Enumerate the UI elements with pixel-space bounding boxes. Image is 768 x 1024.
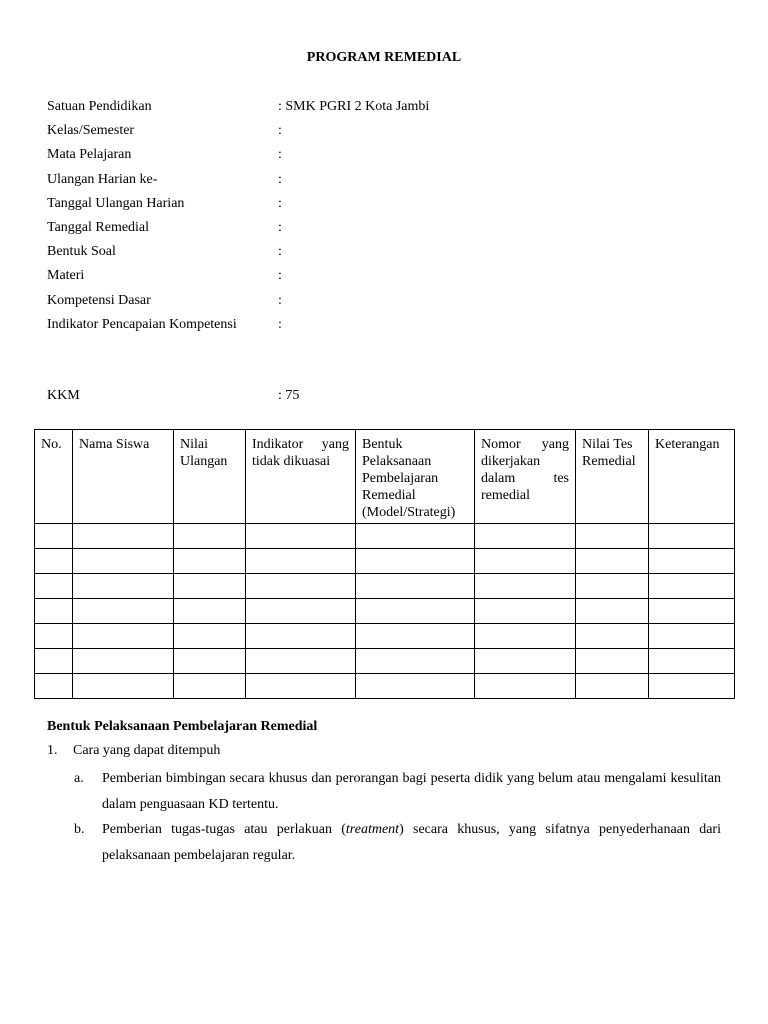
sub-item-text: Pemberian bimbingan secara khusus dan perorangan bagi peserta didik yang belum atau mengalami kesulitan dalam penguasaan KD tertentu. [102,771,721,812]
section-heading: Bentuk Pelaksanaan Pembelajaran Remedial [47,719,318,734]
list-item-text: Cara yang dapat ditempuh [73,743,221,758]
info-value: : [278,244,282,260]
info-row-materi [47,267,727,291]
info-value: : [278,171,282,187]
table-row [35,549,735,574]
sub-item-text-after: ) secara khusus, yang sifatnya penyederhanaan dari pelaksanaan pembelajaran regular. [102,822,721,863]
header-indikator: Indikator yang tidak dikuasai [246,430,356,524]
remedial-section [47,717,721,868]
info-value: : [278,123,282,139]
sub-item-text [102,817,721,868]
header-no: No. [35,430,73,524]
sub-item-b [47,817,721,868]
info-value: : SMK PGRI 2 Kota Jambi [278,99,430,114]
table-row [35,524,735,549]
info-row-tanggal-remedial [47,219,727,243]
table-row [35,624,735,649]
header-nilai-ulangan: Nilai Ulangan [174,430,246,524]
remedial-table [34,429,735,699]
info-value: : [278,219,282,235]
header-bentuk-pelaksanaan: Bentuk Pelaksanaan Pembelajaran Remedial (Model/Strategi) [356,430,475,524]
header-keterangan: Keterangan [649,430,735,524]
kkm-label: KKM [47,388,80,403]
kkm-value: : 75 [278,388,300,403]
info-row-bentuk-soal [47,243,727,267]
info-label: Kelas/Semester [47,123,135,139]
info-value: : [278,316,282,332]
table-header-row [35,430,735,524]
info-block [47,98,727,340]
info-row-mata-pelajaran [47,146,727,170]
info-label: Tanggal Ulangan Harian [47,195,185,211]
info-label: Tanggal Remedial [47,219,150,235]
header-nama-siswa: Nama Siswa [73,430,174,524]
info-row-kelas-semester [47,122,727,146]
info-row-ulangan-harian [47,171,727,195]
table-row [35,599,735,624]
sub-item-a [47,766,721,817]
list-item [47,741,721,766]
info-label: Materi [47,268,85,284]
info-label: Bentuk Soal [47,244,116,260]
sub-item-italic-term: treatment [345,822,400,837]
table-row [35,674,735,699]
info-label: Indikator Pencapaian Kompetensi [47,316,237,332]
list-number: 1. [47,743,58,758]
table-row [35,649,735,674]
info-label: Satuan Pendidikan [47,99,152,114]
info-row-indikator [47,316,727,340]
info-value: : [278,268,282,284]
info-label: Ulangan Harian ke- [47,171,158,187]
table-row [35,574,735,599]
info-value: : [278,292,282,308]
info-row-satuan-pendidikan [47,98,727,122]
sub-item-letter: a. [74,771,84,786]
info-label: Kompetensi Dasar [47,292,151,308]
info-label: Mata Pelajaran [47,147,132,163]
info-row-kompetensi-dasar [47,292,727,316]
sub-item-text-before: Pemberian tugas-tugas atau perlakuan ( [102,822,346,837]
header-nomor-dikerjakan: Nomor yang dikerjakan dalam tes remedial [475,430,576,524]
document-title: PROGRAM REMEDIAL [306,50,462,65]
sub-item-letter: b. [74,822,85,837]
header-nilai-tes: Nilai Tes Remedial [576,430,649,524]
info-value: : [278,147,282,163]
info-row-tanggal-ulangan [47,195,727,219]
info-value: : [278,195,282,211]
